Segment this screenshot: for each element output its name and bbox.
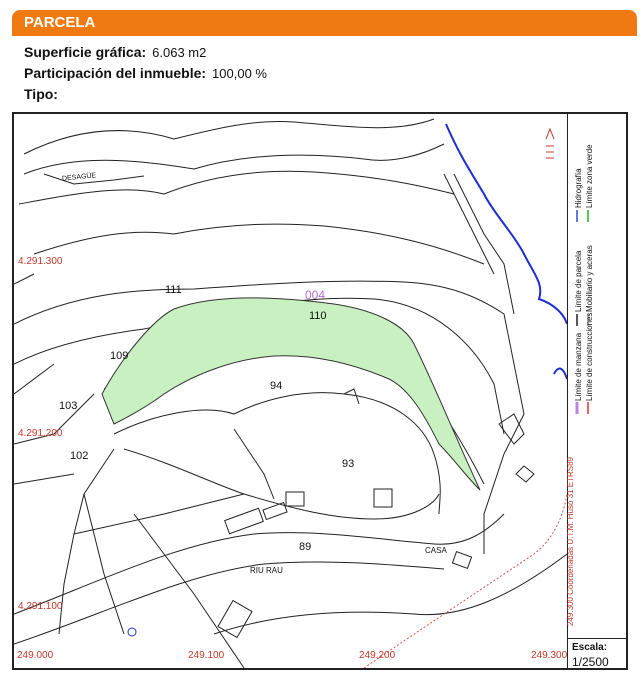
map-drawing xyxy=(14,114,567,668)
legend-label: Límite de construcciones xyxy=(585,312,594,401)
plot-boundary xyxy=(444,174,494,274)
superficie-label: Superficie gráfica: xyxy=(24,44,147,60)
scale-box xyxy=(567,638,627,669)
superficie-row xyxy=(24,44,206,60)
scale-value: 1/2500 xyxy=(572,655,609,669)
legend-label: Límite zona verde xyxy=(585,144,594,208)
plot-boundary xyxy=(344,389,359,404)
plot-number: 102 xyxy=(70,450,89,462)
hydrography-line-lower xyxy=(554,369,567,379)
plot-boundary xyxy=(74,494,244,534)
place-label: DESAGÜE xyxy=(61,172,97,183)
plot-boundary xyxy=(124,449,439,519)
superficie-value: 6.063 m2 xyxy=(152,45,207,60)
plot-boundary xyxy=(134,514,244,668)
participacion-value: 100,00 % xyxy=(212,66,267,81)
legend-label: Mobiliario y aceras xyxy=(585,245,594,312)
plot-number: 94 xyxy=(270,380,283,392)
coord-x: 249.100 xyxy=(188,650,225,661)
plot-boundary xyxy=(114,393,440,514)
road-edge xyxy=(24,144,444,174)
building xyxy=(225,508,264,533)
crs-note: 249.300 Coordenadas U.T.M. Huso 31 ETRS89 xyxy=(566,457,575,626)
participacion-row xyxy=(24,65,267,81)
parcela-header xyxy=(12,10,637,36)
coord-x: 249.000 xyxy=(17,650,54,661)
construction-limit xyxy=(364,494,567,668)
scale-label: Escala: xyxy=(572,642,608,653)
coord-y: 4.291.300 xyxy=(18,256,63,267)
place-label: RIU RAU xyxy=(250,566,283,575)
plot-boundary xyxy=(14,364,54,394)
road-edge xyxy=(34,224,484,264)
plot-number: 103 xyxy=(59,400,78,412)
plot-number: 109 xyxy=(110,350,129,362)
plot-boundary xyxy=(84,494,124,634)
plot-boundary xyxy=(234,429,274,499)
parcel-label: 004 xyxy=(305,288,326,302)
coord-y: 4.291.100 xyxy=(18,601,63,612)
plot-boundary xyxy=(14,474,74,484)
plot-number: 110 xyxy=(309,310,327,322)
plot-boundary xyxy=(14,274,34,284)
plot-number: 111 xyxy=(165,284,182,296)
parcela-title: PARCELA xyxy=(24,14,96,31)
building xyxy=(286,492,304,506)
road-edge xyxy=(14,562,444,644)
legend-label: Límite de parcela xyxy=(574,250,583,312)
building xyxy=(374,489,392,507)
tipo-row xyxy=(24,86,64,102)
coord-y: 4.291.200 xyxy=(18,428,63,439)
hydrography-line xyxy=(446,124,567,324)
plot-number: 89 xyxy=(299,541,312,553)
tipo-label: Tipo: xyxy=(24,86,58,102)
building xyxy=(218,601,252,638)
plot-boundary xyxy=(59,449,114,634)
building xyxy=(516,466,534,482)
legend-label: Hidrografía xyxy=(574,168,583,208)
north-arrow xyxy=(546,129,554,158)
road-edge xyxy=(24,119,434,154)
coord-x: 249.200 xyxy=(359,650,396,661)
legend-label: Límite de manzana xyxy=(574,332,583,401)
marker-icon xyxy=(128,628,136,636)
coord-x: 249.300 xyxy=(531,650,568,661)
plot-number: 93 xyxy=(342,458,355,470)
participacion-label: Participación del inmueble: xyxy=(24,65,207,81)
building xyxy=(452,552,471,569)
place-label: CASA xyxy=(425,546,447,555)
road-edge xyxy=(14,514,504,614)
